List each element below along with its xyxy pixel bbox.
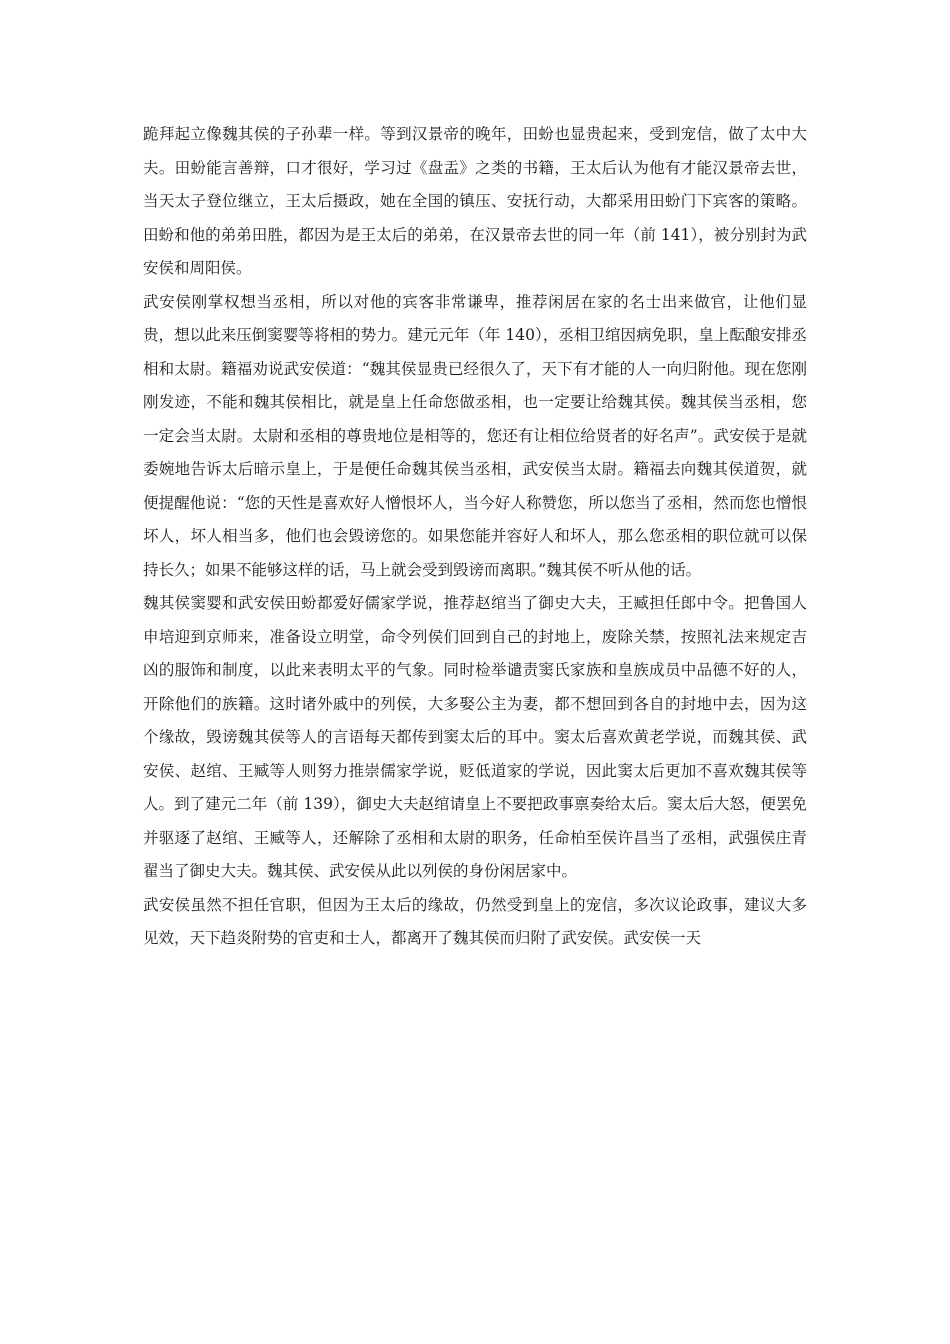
paragraph-1: 跪拜起立像魏其侯的子孙辈一样。等到汉景帝的晚年，田蚡也显贵起来，受到宠信，做了太中大夫。田蚡能言善辩，口才很好，学习过《盘盂》之类的书籍，王太后认为他有才能汉景帝去世，当天太子登位继立，王太后摄政，她在全国的镇压、安抚行动，大都采用田蚡门下宾客的策略。田蚡和他的弟弟田胜，都因为是王太后的弟弟，在汉景帝去世的同一年（前 141），被分别封为武安侯和周阳侯。 <box>143 125 807 277</box>
paragraph-3: 魏其侯窦婴和武安侯田蚡都爱好儒家学说，推荐赵绾当了御史大夫，王臧担任郎中令。把鲁国人申培迎到京师来，准备设立明堂，命令列侯们回到自己的封地上，废除关禁，按照礼法来规定吉凶的服饰和制度，以此来表明太平的气象。同时检举谴责窦氏家族和皇族成员中品德不好的人，开除他们的族籍。这时诸外戚中的列侯，大多娶公主为妻，都不想回到各自的封地中去，因为这个缘故，毁谤魏其侯等人的言语每天都传到窦太后的耳中。窦太后喜欢黄老学说，而魏其侯、武安侯、赵绾、王臧等人则努力推崇儒家学说，贬低道家的学说，因此窦太后更加不喜欢魏其侯等人。到了建元二年（前 139），御史大夫赵绾请皇上不要把政事禀奏给太后。窦太后大怒，便罢免并驱逐了赵绾、王臧等人，还解除了丞相和太尉的职务，任命柏至侯许昌当了丞相，武强侯庄青翟当了御史大夫。魏其侯、武安侯从此以列侯的身份闲居家中。 <box>143 594 807 880</box>
paragraph-4: 武安侯虽然不担任官职，但因为王太后的缘故，仍然受到皇上的宠信，多次议论政事，建议大多见效，天下趋炎附势的官吏和士人，都离开了魏其侯而归附了武安侯。武安侯一天 <box>143 895 807 947</box>
paragraph-2: 武安侯刚掌权想当丞相，所以对他的宾客非常谦卑，推荐闲居在家的名士出来做官，让他们显贵，想以此来压倒窦婴等将相的势力。建元元年（年 140），丞相卫绾因病免职，皇上酝酿安排丞相和太尉。籍福劝说武安侯道：“魏其侯显贵已经很久了，天下有才能的人一向归附他。现在您刚刚发迹，不能和魏其侯相比，就是皇上任命您做丞相，也一定要让给魏其侯。魏其侯当丞相，您一定会当太尉。太尉和丞相的尊贵地位是相等的，您还有让相位给贤者的好名声”。武安侯于是就委婉地告诉太后暗示皇上，于是便任命魏其侯当丞相，武安侯当太尉。籍福去向魏其侯道贺，就便提醒他说：“您的天性是喜欢好人憎恨坏人，当今好人称赞您，所以您当了丞相，然而您也憎恨坏人，坏人相当多，他们也会毁谤您的。如果您能并容好人和坏人，那么您丞相的职位就可以保持长久；如果不能够这样的话，马上就会受到毁谤而离职。”魏其侯不听从他的话。 <box>143 292 807 579</box>
document-body <box>143 118 807 956</box>
